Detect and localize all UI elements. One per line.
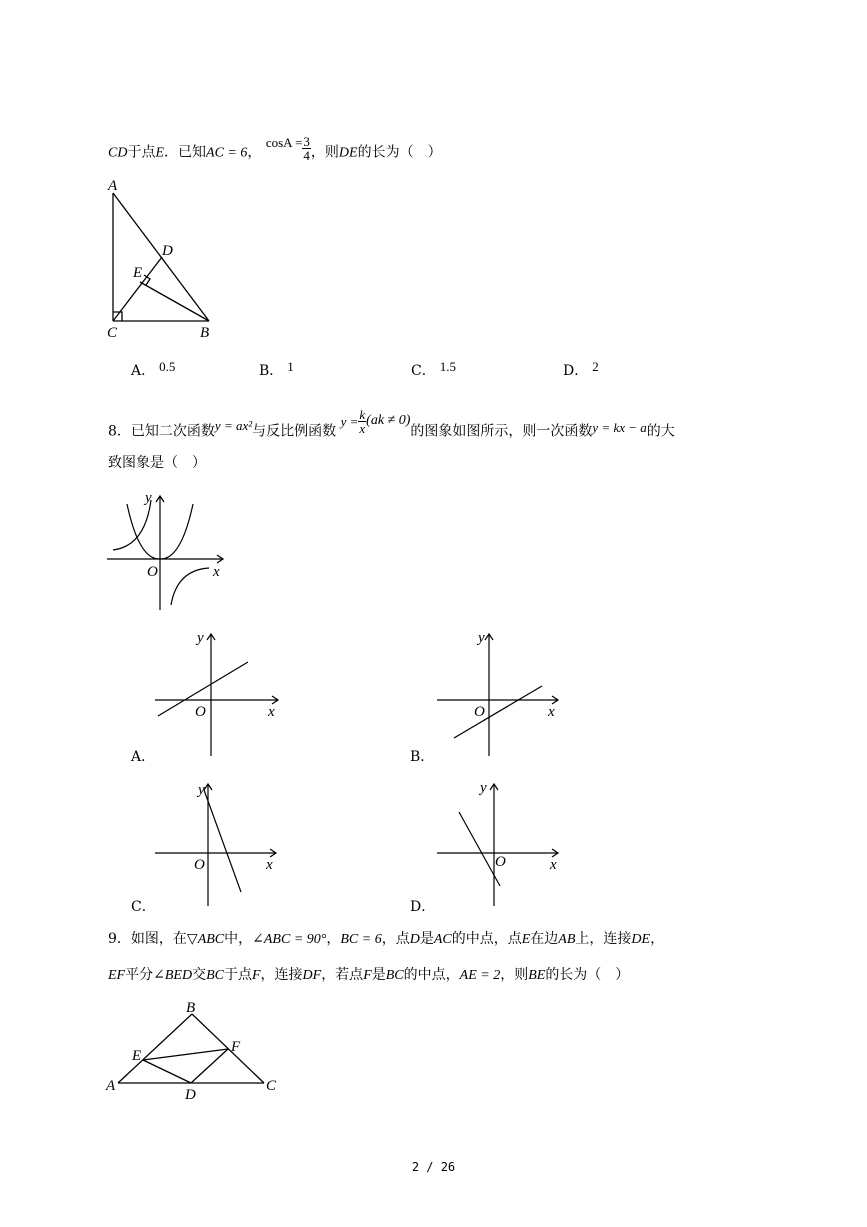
page-number: 2 / 26 [411, 1160, 456, 1174]
svg-text:D: D [185, 1087, 196, 1103]
q8-option-d-label[interactable]: D． [410, 899, 436, 915]
q9-triangle-figure [100, 998, 290, 1108]
svg-text:x: x [213, 564, 220, 580]
fraction-3-4: $\frac{3}{4}$ [303, 134, 310, 163]
cos-label: cosA = [265, 134, 303, 150]
svg-text:O: O [147, 564, 158, 580]
q7-option-d[interactable]: D． 2 [563, 359, 599, 379]
q7-option-a[interactable]: A． 0.5 [131, 359, 176, 379]
label-a: A [108, 178, 118, 194]
q8-option-c-label[interactable]: C． [131, 899, 156, 915]
q8-option-b-label[interactable]: B． [410, 749, 435, 765]
svg-text:x: x [266, 857, 273, 873]
fraction-k-x: $\frac{k}{x}$ [359, 407, 366, 436]
svg-text:A: A [106, 1078, 116, 1094]
q8-text-line1: 8．已知二次函数y = ax²与反比例函数 y = $\frac{k}{x}$ (ak ≠ 0)的图象如图所示，则一次函数y = kx − a的大 [108, 407, 675, 440]
q8-option-a-graph[interactable] [150, 628, 290, 758]
svg-text:y: y [145, 490, 152, 506]
svg-text:O: O [195, 704, 206, 720]
q7-text-line: CD于点E．已知AC = 6， cosA = $\frac{3}{4}$ ，则DE的长为（ ） [108, 134, 442, 163]
label-e: E [133, 265, 143, 281]
label-b: B [200, 325, 210, 341]
svg-text:y: y [480, 780, 487, 796]
q7-option-b[interactable]: B． 1 [259, 359, 294, 379]
q9-text-line1: 9．如图，在▽ABC中，∠ABC = 90°，BC = 6，点D是AC的中点，点E在边AB上，连接DE， [108, 931, 665, 947]
svg-text:O: O [194, 857, 205, 873]
svg-text:E: E [132, 1048, 142, 1064]
svg-text:O: O [474, 704, 485, 720]
svg-text:y: y [478, 630, 485, 646]
svg-text:B: B [186, 1000, 196, 1016]
label-d: D [162, 243, 173, 259]
svg-text:F: F [231, 1039, 241, 1055]
label-c: C [107, 325, 118, 341]
q8-option-b-graph[interactable] [432, 628, 572, 758]
q8-option-a-label[interactable]: A． [131, 749, 156, 765]
q7-option-c[interactable]: C． 1.5 [411, 359, 456, 379]
q8-option-c-graph[interactable] [150, 778, 290, 908]
q8-text-line2: 致图象是（ ） [108, 455, 206, 471]
q8-main-graph [105, 490, 235, 610]
svg-text:x: x [550, 857, 557, 873]
svg-text:x: x [268, 704, 275, 720]
q7-triangle-figure [100, 175, 240, 345]
svg-text:x: x [548, 704, 555, 720]
svg-text:y: y [198, 782, 205, 798]
q9-text-line2: EF平分∠BED交BC于点F，连接DF，若点F是BC的中点，AE = 2，则BE的长为（ ） [108, 967, 630, 983]
seg-cd: CD [108, 145, 128, 161]
svg-text:C: C [266, 1078, 277, 1094]
svg-text:y: y [197, 630, 204, 646]
svg-text:O: O [495, 854, 506, 870]
q8-option-d-graph[interactable] [432, 778, 572, 908]
